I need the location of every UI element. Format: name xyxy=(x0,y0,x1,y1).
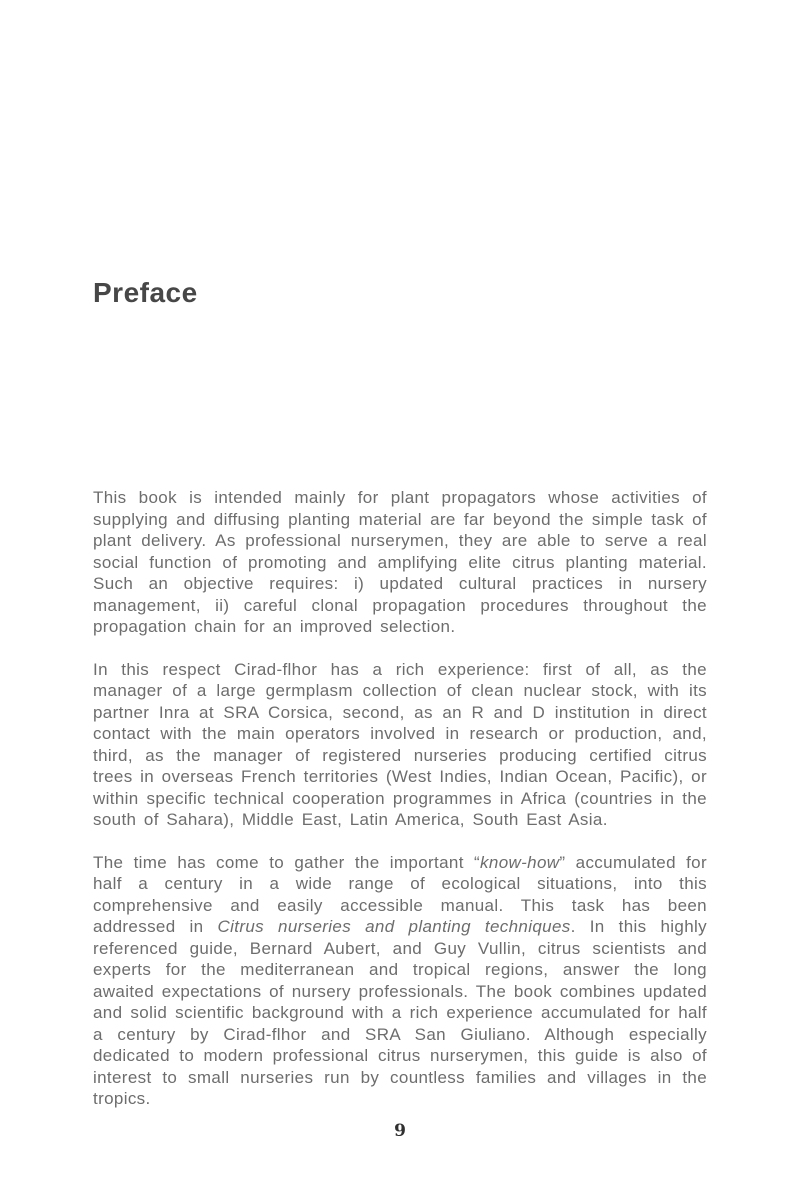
page-number: 9 xyxy=(394,1121,406,1141)
text-run: ” accumulated for half a century in a wide range of ecological situations, into this comprehensive and easily accessible manual. This task has been addressed in xyxy=(93,852,707,936)
page-title: Preface xyxy=(93,277,198,308)
paragraph xyxy=(93,659,707,831)
text-run: This book is intended mainly for plant propagators whose activities of supplying and diffusing planting material are far beyond the simple task of plant delivery. As professional nurserymen, they are able to serve a real social function of promoting and amplifying elite citrus planting material. Such an objective requires: i) updated cultural practices in nursery management, ii) careful clonal propagation procedures throughout the propagation chain for an improved selection. xyxy=(93,488,707,636)
preface-body xyxy=(93,487,707,1110)
paragraph xyxy=(93,852,707,1110)
italic-text-run: know-how xyxy=(480,852,560,872)
paragraph xyxy=(93,487,707,638)
text-run: In this respect Cirad-flhor has a rich experience: first of all, as the manager of a large germplasm collection of clean nuclear stock, with its partner Inra at SRA Corsica, second, as an R and D institution in direct contact with the main operators involved in research or production, and, third, as the manager of registered nurseries producing certified citrus trees in overseas French territories (West Indies, Indian Ocean, Pacific), or within specific technical cooperation programmes in Africa (countries in the south of Sahara), Middle East, Latin America, South East Asia. xyxy=(93,659,707,829)
text-run: The time has come to gather the important “ xyxy=(93,852,481,872)
italic-text-run: Citrus nurseries and planting techniques xyxy=(217,917,571,936)
text-run: . In this highly referenced guide, Bernard Aubert, and Guy Vullin, citrus scientists and experts for the mediterranean and tropical regions, answer the long awaited expectations of nursery professionals. The book combines updated and solid scientific background with a rich experience accumulated for half a century by Cirad-flhor and SRA San Giuliano. Although especially dedicated to modern professional citrus nurserymen, this guide is also of interest to small nurseries run by countless families and villages in the tropics. xyxy=(93,917,708,1108)
